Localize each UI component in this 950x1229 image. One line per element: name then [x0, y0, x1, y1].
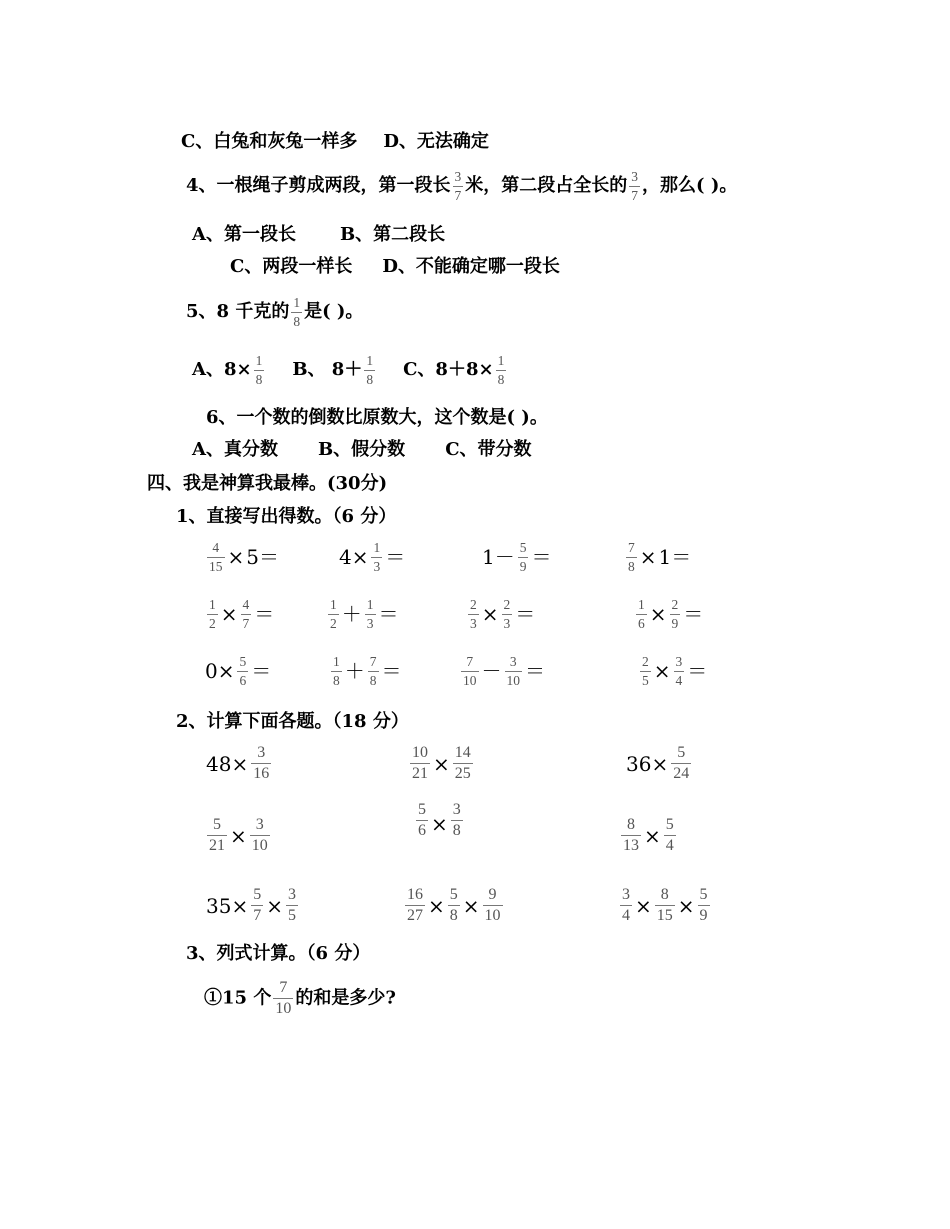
fraction: $\frac{1}{8}$ — [333, 654, 340, 688]
q5-prefix: 5、8 千克的 — [186, 301, 290, 322]
calc-item: $\frac{1}{2}$ × $\frac{4}{7}$ ＝ — [209, 597, 275, 631]
calc-item: $\frac{7}{10}$ － $\frac{3}{10}$ ＝ — [463, 654, 545, 688]
q4-options-cd — [230, 258, 560, 276]
q5-options — [192, 354, 508, 386]
option-d: D、无法确定 — [383, 131, 489, 152]
fraction: $\frac{5}{8}$ — [449, 886, 458, 924]
calc-item: $\frac{1}{8}$ ＋ $\frac{7}{8}$ ＝ — [333, 654, 402, 688]
calc-item: 1－ $\frac{5}{9}$ ＝ — [482, 540, 552, 574]
fraction: $\frac{2}{3}$ — [470, 597, 477, 631]
q5-suffix: 是( )。 — [304, 301, 364, 322]
option-b: B、 8＋ — [292, 359, 363, 380]
fraction: $\frac{5}{24}$ — [673, 744, 690, 782]
calc-item: $\frac{1}{2}$ ＋ $\frac{1}{3}$ ＝ — [330, 597, 399, 631]
fraction: $\frac{1}{8}$ — [366, 353, 374, 387]
q-suffix: 的和是多少? — [295, 987, 396, 1009]
part-2-title: 2、计算下面各题。（18 分） — [176, 711, 409, 732]
fraction: $\frac{10}{21}$ — [412, 744, 428, 782]
calc-item: $\frac{2}{3}$ × $\frac{2}{3}$ ＝ — [470, 597, 536, 631]
q4-prefix: 4、一根绳子剪成两段，第一段长 — [186, 175, 451, 196]
calc-item: 48× $\frac{3}{16}$ — [206, 744, 270, 782]
fraction: $\frac{3}{7}$ — [631, 169, 639, 203]
fraction: $\frac{4}{15}$ — [209, 540, 223, 574]
q-prefix: ①15 个 — [204, 987, 272, 1009]
calc-item: $\frac{4}{15}$ × 5＝ — [209, 540, 279, 574]
calc-item: $\frac{5}{21}$ × $\frac{3}{10}$ — [209, 816, 268, 854]
fraction: $\frac{5}{9}$ — [519, 540, 527, 574]
option-c: C、两段一样长 — [230, 256, 353, 277]
fraction: $\frac{2}{5}$ — [642, 654, 649, 688]
calc-item: 0× $\frac{5}{6}$ ＝ — [205, 654, 272, 688]
calc-item: $\frac{16}{27}$ × $\frac{5}{8}$ × $\frac{9}{10}$ — [407, 886, 501, 924]
calc-item: $\frac{8}{13}$ × $\frac{5}{4}$ — [623, 816, 674, 854]
fraction: $\frac{2}{3}$ — [503, 597, 511, 631]
fraction: $\frac{14}{25}$ — [454, 744, 471, 782]
option-c: C、带分数 — [445, 439, 532, 460]
option-b: B、假分数 — [317, 439, 406, 460]
section-4-title: 四、我是神算我最棒。(30分) — [147, 473, 388, 494]
fraction: $\frac{3}{4}$ — [622, 886, 630, 924]
fraction: $\frac{3}{10}$ — [506, 654, 520, 688]
fraction: $\frac{7}{10}$ — [275, 979, 292, 1017]
q4-suffix: ，那么( )。 — [642, 175, 738, 196]
fraction: $\frac{7}{8}$ — [369, 654, 377, 688]
fraction: $\frac{2}{9}$ — [671, 597, 679, 631]
calc-item: $\frac{2}{5}$ × $\frac{3}{4}$ ＝ — [642, 654, 708, 688]
calc-item: 4× $\frac{1}{3}$ ＝ — [339, 540, 406, 574]
q4-middle: 米，第二段占全长的 — [465, 175, 628, 196]
fraction: $\frac{7}{10}$ — [463, 654, 477, 688]
option-c: C、8＋8× — [403, 359, 494, 380]
calc-item: 35× $\frac{5}{7}$ × $\frac{3}{5}$ — [206, 886, 296, 924]
question-5 — [186, 296, 363, 328]
q4-options-ab — [192, 226, 445, 244]
fraction: $\frac{3}{10}$ — [251, 816, 268, 854]
calc-item: 36× $\frac{5}{24}$ — [626, 744, 690, 782]
fraction: $\frac{3}{4}$ — [675, 654, 683, 688]
fraction: $\frac{1}{2}$ — [330, 597, 337, 631]
fraction: $\frac{1}{3}$ — [366, 597, 374, 631]
option-a: A、8× — [192, 359, 252, 380]
fraction: $\frac{16}{27}$ — [407, 886, 423, 924]
fraction: $\frac{3}{5}$ — [287, 886, 296, 924]
option-d: D、不能确定哪一段长 — [382, 256, 560, 277]
fraction: $\frac{3}{7}$ — [454, 169, 462, 203]
fraction: $\frac{5}{9}$ — [699, 886, 708, 924]
calc-item: $\frac{3}{4}$ × $\frac{8}{15}$ × $\frac{5}{9}$ — [622, 886, 708, 924]
fraction: $\frac{9}{10}$ — [484, 886, 501, 924]
calc-item: $\frac{10}{21}$ × $\frac{14}{25}$ — [412, 744, 471, 782]
fraction: $\frac{5}{4}$ — [665, 816, 674, 854]
question-4 — [186, 170, 737, 202]
fraction: $\frac{4}{7}$ — [242, 597, 250, 631]
question-6: 6、一个数的倒数比原数大，这个数是( )。 — [206, 407, 548, 428]
fraction: $\frac{1}{8}$ — [497, 353, 505, 387]
fraction: $\frac{1}{8}$ — [255, 353, 263, 387]
fraction: $\frac{3}{16}$ — [253, 744, 270, 782]
fraction: $\frac{8}{13}$ — [623, 816, 639, 854]
option-a: A、真分数 — [192, 439, 278, 460]
part-1-title: 1、直接写出得数。（6 分） — [176, 506, 397, 527]
calc-item: $\frac{1}{6}$ × $\frac{2}{9}$ ＝ — [638, 597, 704, 631]
fraction: $\frac{5}{6}$ — [239, 654, 247, 688]
calc-item: $\frac{7}{8}$ × 1＝ — [628, 540, 692, 574]
fraction: $\frac{1}{2}$ — [209, 597, 216, 631]
q3-options-cd — [181, 133, 489, 151]
fraction: $\frac{1}{8}$ — [293, 295, 301, 329]
q6-options — [192, 441, 532, 459]
fraction: $\frac{1}{3}$ — [373, 540, 381, 574]
fraction: $\frac{5}{6}$ — [418, 801, 426, 839]
fraction: $\frac{5}{21}$ — [209, 816, 225, 854]
fraction: $\frac{7}{8}$ — [628, 540, 635, 574]
fraction: $\frac{1}{6}$ — [638, 597, 645, 631]
calc-item: $\frac{5}{6}$ × $\frac{3}{8}$ — [418, 801, 461, 839]
option-a: A、第一段长 — [192, 224, 296, 245]
option-c: C、白兔和灰兔一样多 — [181, 131, 358, 152]
option-b: B、第二段长 — [339, 224, 446, 245]
fraction: $\frac{3}{8}$ — [452, 801, 461, 839]
part-3-question-1 — [204, 980, 396, 1017]
fraction: $\frac{8}{15}$ — [656, 886, 673, 924]
fraction: $\frac{5}{7}$ — [253, 886, 262, 924]
part-3-title: 3、列式计算。（6 分） — [186, 943, 371, 964]
